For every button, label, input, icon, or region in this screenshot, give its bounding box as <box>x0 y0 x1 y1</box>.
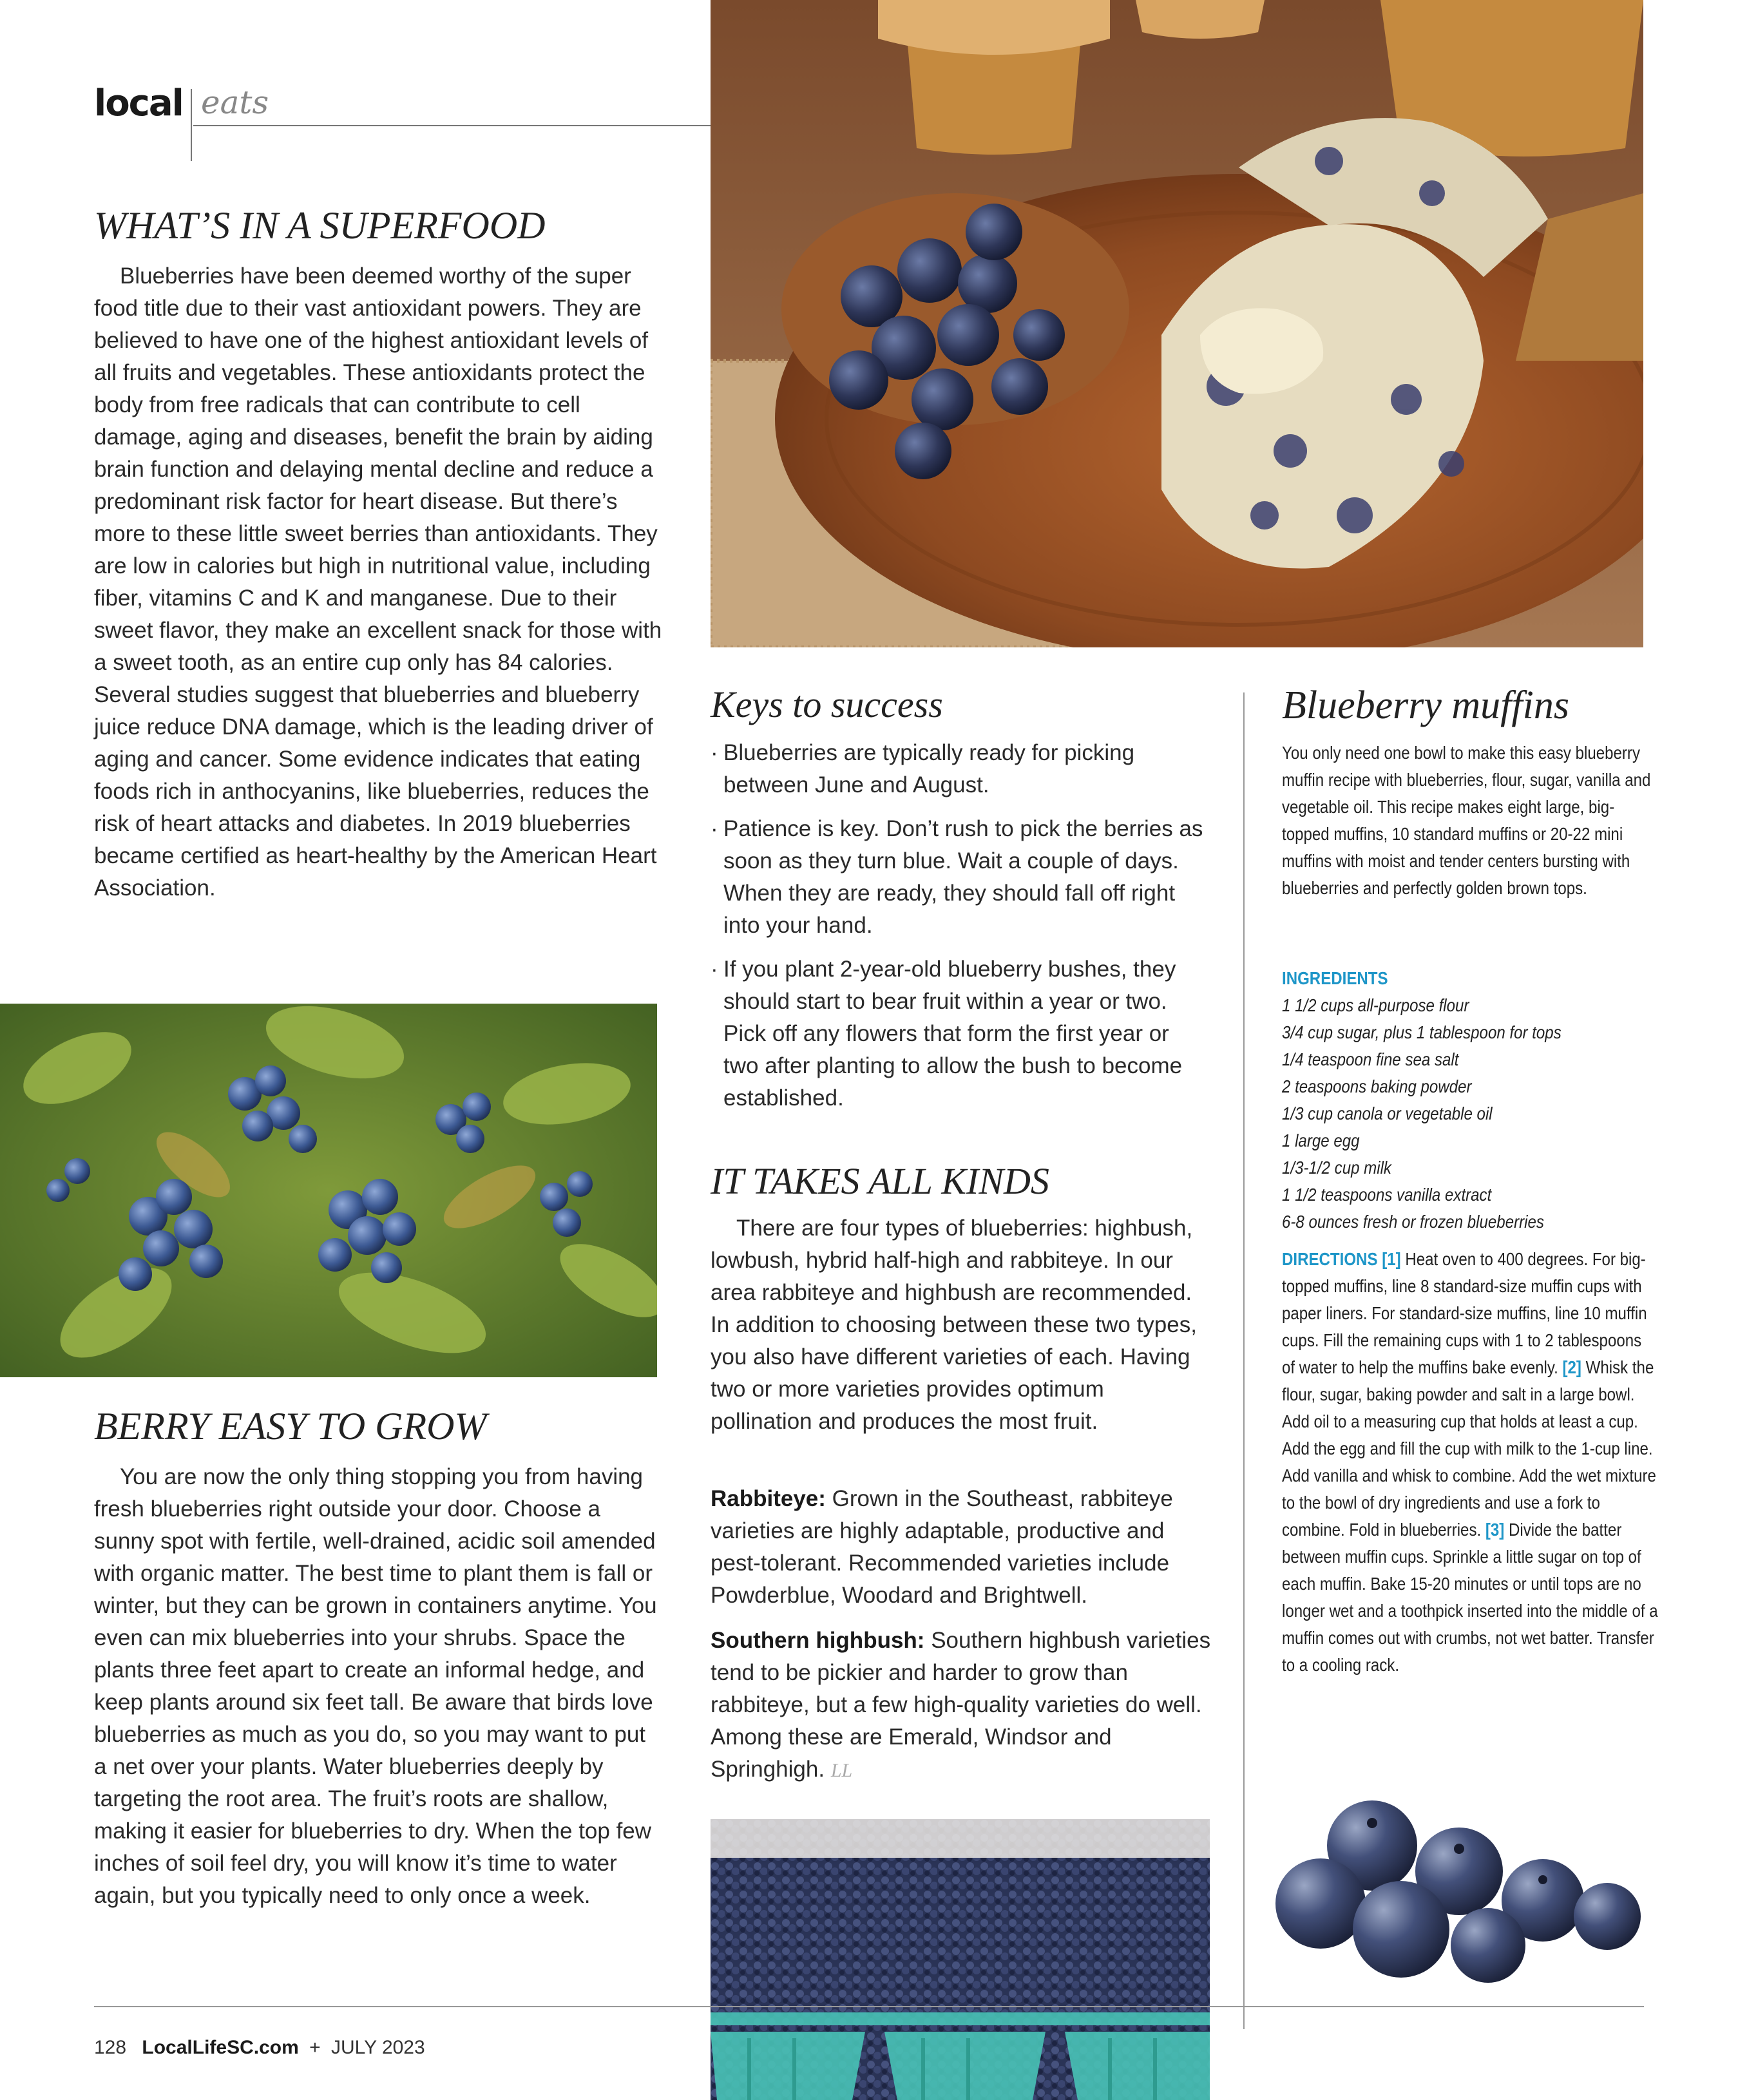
blueberries-cluster-photo <box>1272 1797 1646 1984</box>
section-label: eats <box>201 84 269 121</box>
muffin-photo <box>711 0 1643 647</box>
kinds-body: There are four types of blueberries: highbush, lowbush, hybrid half-high and rabbiteye. In our area rabbiteye and highbush are recommended. In addition to choosing between these two types, you also have different varieties of each. Having two or more varieties provides optimum pollination and produces the most fruit. <box>711 1216 1197 1434</box>
kinds-heading: IT TAKES ALL KINDS <box>711 1160 1049 1202</box>
grow-heading: BERRY EASY TO GROW <box>94 1405 487 1447</box>
site-link[interactable]: LocalLifeSC.com <box>142 2037 299 2058</box>
recipe-heading: Blueberry muffins <box>1282 683 1569 727</box>
southern-paragraph <box>711 1625 1213 1787</box>
southern-label: Southern highbush: <box>711 1628 925 1653</box>
keys-item: · Blueberries are typically ready for picking between June and August. <box>711 737 1207 801</box>
masthead-rule <box>193 125 712 126</box>
rabbiteye-paragraph <box>711 1483 1213 1612</box>
ingredient-item: 1/4 teaspoon fine sea salt <box>1282 1049 1459 1069</box>
ingredient-item: 1 1/2 cups all-purpose flour <box>1282 995 1469 1015</box>
grow-body: You are now the only thing stopping you from having fresh blueberries right outside your door. Choose a sunny spot with fertile, well-drained, acidic soil amended with organic matter. The best time to plant them is fall or winter, but they can be grown in containers anytime. You even can mix blueberries into your shrubs. Space the plants three feet apart to create an informal hedge, and keep plants around six feet tall. Be aware that birds love blueberries as much as you do, so you may want to put a net over your plants. Water blueberries deeply by targeting the root area. The fruit’s roots are shallow, making it easier for blueberries to dry. When the top few inches of soil feel dry, you will know it’s time to water again, but you typically need to only once a week. <box>94 1464 657 1908</box>
superfood-body: Blueberries have been deemed worthy of the super food title due to their vast antioxidant powers. They are believed to have one of the highest antioxidant levels of all fruits and vegetables. These antioxidants protect the body from free radicals that can contribute to cell damage, aging and diseases, benefit the brain by aiding brain function and delaying mental decline and reduce a predominant risk factor for heart disease. But there’s more to these little sweet berries than antioxidants. They are low in calories but high in nutritional value, including fiber, vitamins C and K and manganese. Due to their sweet flavor, they make an excellent snack for those with a sweet tooth, as an entire cup only has 84 calories. Several studies suggest that blueberries and blueberry juice reduce DNA damage, which is the leading driver of aging and cancer. Some evidence indicates that eating foods rich in anthocyanins, like blueberries, reduces the risk of heart attacks and diabetes. In 2019 blueberries became certified as heart-healthy by the American Heart Association. <box>94 263 662 901</box>
blueberry-bush-photo <box>0 1004 657 1377</box>
rabbiteye-label: Rabbiteye: <box>711 1486 826 1511</box>
keys-list <box>711 737 1207 1126</box>
ingredient-item: 6-8 ounces fresh or frozen blueberries <box>1282 1212 1544 1232</box>
directions-title: DIRECTIONS <box>1282 1249 1378 1269</box>
ingredient-item: 3/4 cup sugar, plus 1 tablespoon for tops <box>1282 1022 1561 1042</box>
rabbiteye-text: Grown in the Southeast, rabbiteye varieties are highly adaptable, productive and pest-tolerant. Recommended varieties include Powderblue, Woodard and Brightwell. <box>711 1486 1173 1608</box>
footer-separator: + <box>309 2037 321 2058</box>
superfood-heading: WHAT’S IN A SUPERFOOD <box>94 204 546 247</box>
step-text: Divide the batter between muffin cups. Sprinkle a little sugar on top of each muffin. Bake 15-20 minutes or until tops are no longer wet and a toothpick inserted into the middle of a muffin comes out with crumbs, not wet batter. Transfer to a cooling rack. <box>1282 1520 1658 1675</box>
ingredients-title: INGREDIENTS <box>1282 968 1388 988</box>
ingredient-item: 1 large egg <box>1282 1131 1360 1150</box>
ingredients-list <box>1282 992 1659 1236</box>
southern-text: Southern highbush varieties tend to be pickier and harder to grow than rabbiteye, but a few high-quality varieties do well. Among these are Emerald, Windsor and Springhigh. <box>711 1628 1211 1782</box>
brand-logo: local <box>94 82 183 124</box>
ingredient-item: 1 1/2 teaspoons vanilla extract <box>1282 1185 1492 1205</box>
issue-date: JULY 2023 <box>331 2037 425 2058</box>
berry-baskets-photo <box>711 1819 1210 2100</box>
ingredient-item: 1/3 cup canola or vegetable oil <box>1282 1103 1493 1123</box>
keys-item: · Patience is key. Don’t rush to pick the berries as soon as they turn blue. Wait a couple of days. When they are ready, they should fall off right into your hand. <box>711 813 1207 942</box>
masthead-divider <box>191 89 192 161</box>
step-text: Heat oven to 400 degrees. For big-topped muffins, line 8 standard-size muffin cups with paper liners. For standard-size muffins, line 10 muffin cups. Fill the remaining cups with 1 to 2 tablespoons of water to help the muffins bake evenly. <box>1282 1249 1647 1377</box>
directions-paragraph <box>1282 1246 1659 1679</box>
footer-rule <box>94 2006 1644 2007</box>
step-number: [2] <box>1562 1357 1581 1377</box>
keys-heading: Keys to success <box>711 683 943 725</box>
ingredient-item: 2 teaspoons baking powder <box>1282 1076 1472 1096</box>
page-number: 128 <box>94 2037 127 2058</box>
step-number: [3] <box>1485 1520 1505 1540</box>
author-signature: LL <box>830 1760 853 1781</box>
step-text: Whisk the flour, sugar, baking powder and salt in a large bowl. Add oil to a measuring cup that holds at least a cup. Add the egg and fill the cup with milk to the 1-cup line. Add vanilla and whisk to combine. Add the wet mixture to the bowl of dry ingredients and use a fork to combine. Fold in blueberries. <box>1282 1357 1656 1540</box>
recipe-intro: You only need one bowl to make this easy blueberry muffin recipe with blueberries, flour, sugar, vanilla and vegetable oil. This recipe makes eight large, big-topped muffins, 10 standard muffins or 20-22 mini muffins with moist and tender centers bursting with blueberries and perfectly golden brown tops. <box>1282 743 1651 898</box>
column-divider <box>1243 692 1245 2029</box>
page-footer <box>94 2037 425 2059</box>
ingredient-item: 1/3-1/2 cup milk <box>1282 1158 1391 1178</box>
step-number: [1] <box>1382 1249 1401 1269</box>
keys-item: · If you plant 2-year-old blueberry bushes, they should start to bear fruit within a year or two. Pick off any flowers that form the first year or two after planting to allow the bush to become established. <box>711 953 1207 1114</box>
